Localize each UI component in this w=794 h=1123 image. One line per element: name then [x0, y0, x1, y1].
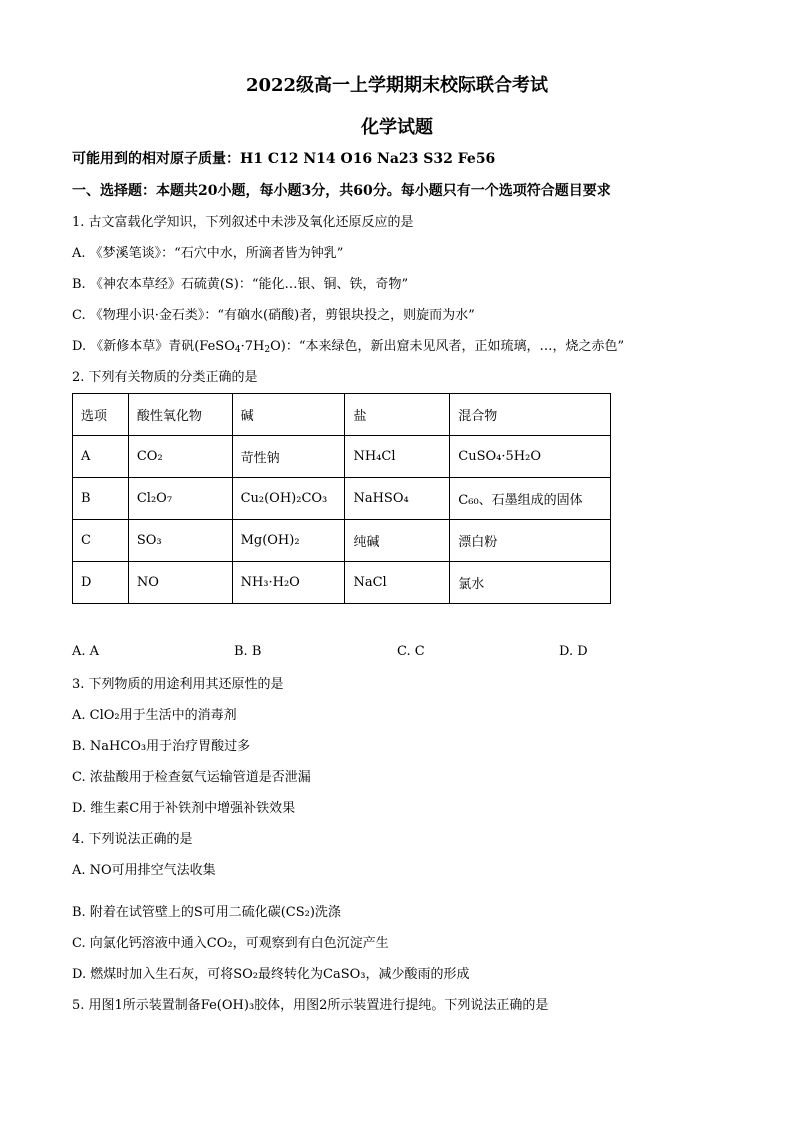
table-header-cell: 酸性氧化物	[128, 394, 232, 436]
q5-stem: 5. 用图1所示装置制备Fe(OH)₃胶体，用图2所示装置进行提纯。下列说法正确的是	[72, 998, 549, 1013]
q4-option-d: D. 燃煤时加入生石灰，可将SO₂最终转化为CaSO₃，减少酸雨的形成	[72, 967, 470, 982]
classification-table	[72, 393, 611, 604]
q3-option-d: D. 维生素C用于补铁剂中增强补铁效果	[72, 801, 296, 816]
table-header-row	[73, 394, 611, 436]
table-cell: B	[73, 478, 129, 520]
table-cell: Mg(OH)₂	[232, 520, 345, 562]
table-row	[73, 436, 611, 478]
q3-option-b: B. NaHCO₃用于治疗胃酸过多	[72, 739, 251, 754]
table-cell: C₆₀、石墨组成的固体	[450, 478, 611, 520]
q3-stem: 3. 下列物质的用途利用其还原性的是	[72, 677, 284, 692]
table-cell: C	[73, 520, 129, 562]
q2-stem: 2. 下列有关物质的分类正确的是	[72, 370, 258, 385]
table-cell: A	[73, 436, 129, 478]
table-cell: 氯水	[450, 562, 611, 604]
q1-option-d: D. 《新修本草》青矾$(FeSO_4\cdot 7H_2O)$：“本来绿色，新出窟未见风者，正如琉璃，…，烧之赤色”	[72, 339, 625, 355]
table-cell: NH₃·H₂O	[232, 562, 345, 604]
table-row	[73, 562, 611, 604]
atomic-masses: 可能用到的相对原子质量：H1 C12 N14 O16 Na23 S32 Fe56	[72, 151, 496, 167]
table-header-cell: 碱	[232, 394, 345, 436]
q2-option-d: D. D	[559, 644, 588, 659]
table-cell: NaCl	[345, 562, 450, 604]
table-cell: Cu₂(OH)₂CO₃	[232, 478, 345, 520]
table-cell: Cl₂O₇	[128, 478, 232, 520]
table-cell: NO	[128, 562, 232, 604]
table-cell: D	[73, 562, 129, 604]
table-cell: 漂白粉	[450, 520, 611, 562]
table-cell: CuSO₄·5H₂O	[450, 436, 611, 478]
table-header-cell: 混合物	[450, 394, 611, 436]
q1-option-a: A. 《梦溪笔谈》：“石穴中水，所滴者皆为钟乳”	[72, 246, 344, 261]
q4-stem: 4. 下列说法正确的是	[72, 832, 193, 847]
q2-option-a: A. A	[72, 644, 100, 659]
table-header-cell: 盐	[345, 394, 450, 436]
table-cell: 纯碱	[345, 520, 450, 562]
q4-option-c: C. 向氯化钙溶液中通入CO₂，可观察到有白色沉淀产生	[72, 936, 389, 951]
q2-option-b: B. B	[234, 644, 262, 659]
q3-option-a: A. ClO₂用于生活中的消毒剂	[72, 708, 237, 723]
table-cell: NH₄Cl	[345, 436, 450, 478]
section-header: 一、选择题：本题共20小题，每小题3分，共60分。每小题只有一个选项符合题目要求	[72, 183, 611, 199]
table-header-cell: 选项	[73, 394, 129, 436]
table-cell: CO₂	[128, 436, 232, 478]
q1-option-d-mid: ·7H	[240, 339, 265, 354]
table-cell: SO₃	[128, 520, 232, 562]
q4-option-b: B. 附着在试管壁上的S可用二硫化碳(CS₂)洗涤	[72, 905, 341, 920]
q1-option-b: B. 《神农本草经》石硫黄(S)：“能化…银、铜、铁，奇物”	[72, 277, 409, 292]
q1-option-d-post: O)：“本来绿色，新出窟未见风者，正如琉璃，…，烧之赤色”	[270, 339, 625, 354]
q1-option-d-pre: D. 《新修本草》青矾(FeSO	[72, 339, 235, 354]
table-row	[73, 520, 611, 562]
q1-stem: 1. 古文富载化学知识，下列叙述中未涉及氧化还原反应的是	[72, 215, 414, 230]
q3-option-c: C. 浓盐酸用于检查氨气运输管道是否泄漏	[72, 770, 311, 785]
q1-option-c: C. 《物理小识·金石类》：“有硇水(硝酸)者，剪银块投之，则旋而为水”	[72, 308, 475, 323]
exam-title: 2022级高一上学期期末校际联合考试	[245, 75, 549, 96]
q4-option-a: A. NO可用排空气法收集	[72, 863, 216, 878]
table-row	[73, 478, 611, 520]
exam-subtitle: 化学试题	[361, 117, 433, 138]
q2-option-c: C. C	[397, 644, 425, 659]
table-cell: 苛性钠	[232, 436, 345, 478]
table-cell: NaHSO₄	[345, 478, 450, 520]
